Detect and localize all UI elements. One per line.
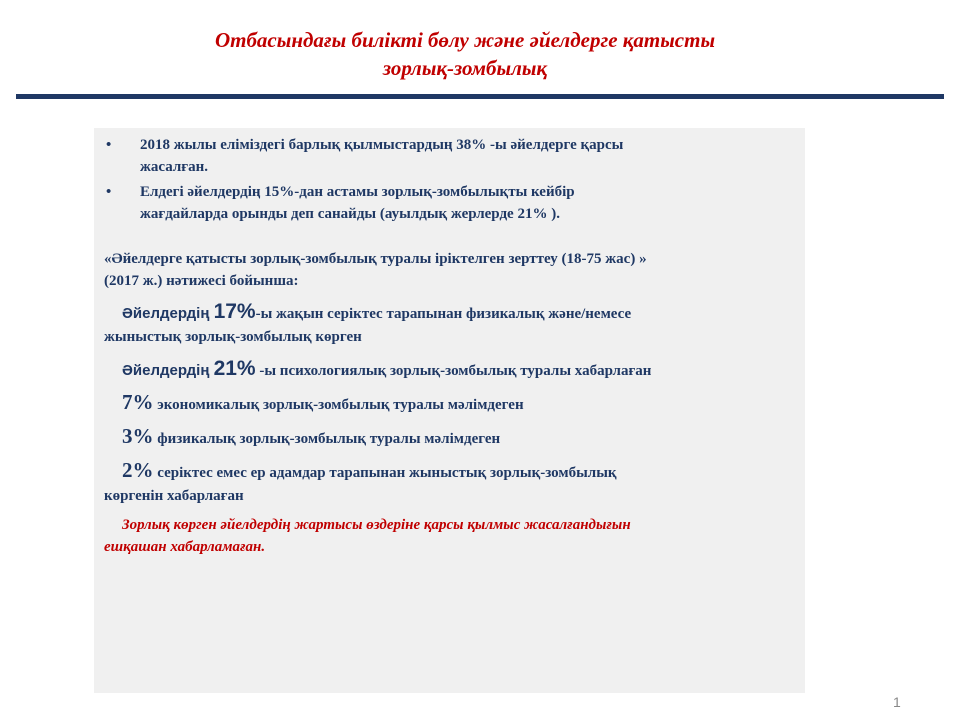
- bullet-text-line1: Елдегі әйелдердің 15%-дан астамы зорлық-зомбылықты кейбір: [140, 184, 575, 200]
- survey-heading: [104, 248, 794, 292]
- stat-item: [104, 391, 794, 417]
- bullet-text-line1: 2018 жылы еліміздегі барлық қылмыстардың 38% -ы әйелдерге қарсы: [140, 137, 624, 153]
- bullet-text-line2: жасалған.: [140, 159, 208, 175]
- bullet-text-line2: жағдайларда орынды деп санайды (ауылдық жерлерде 21% ).: [140, 206, 560, 222]
- stat-value: 21%: [213, 357, 256, 380]
- stat-prefix: Әйелдердің: [122, 305, 214, 322]
- slide-title-line1: Отбасындағы билікті бөлу және әйелдерге қатысты: [214, 28, 716, 52]
- note-text: [104, 514, 794, 558]
- slide-title: [60, 26, 870, 82]
- stat-text-line1: физикалық зорлық-зомбылық туралы мәлімдеген: [153, 431, 501, 447]
- note-line1: Зорлық көрген әйелдердің жартысы өздеріне қарсы қылмыс жасалғандығын: [122, 517, 631, 533]
- bullet-item: [104, 134, 794, 178]
- stat-value: 3%: [122, 424, 154, 448]
- stat-item: [104, 357, 794, 383]
- title-divider: [16, 94, 944, 99]
- stat-value: 17%: [213, 300, 256, 323]
- stat-text-line1: серіктес емес ер адамдар тарапынан жыныстық зорлық-зомбылық: [153, 465, 617, 481]
- stat-item: [104, 425, 794, 451]
- page-number: 1: [893, 694, 901, 710]
- content-body: [104, 134, 794, 558]
- stat-value: 2%: [122, 458, 154, 482]
- survey-line2: (2017 ж.) нәтижесі бойынша:: [104, 273, 299, 289]
- stat-item: [104, 300, 794, 349]
- bullet-icon: •: [106, 137, 112, 153]
- stat-text-line2: жыныстық зорлық-зомбылық көрген: [104, 329, 362, 345]
- bullet-icon: •: [106, 184, 112, 200]
- bullet-item: [104, 181, 794, 225]
- stat-text-line2: көргенін хабарлаған: [104, 488, 244, 504]
- stat-prefix: Әйелдердің: [122, 362, 214, 379]
- stat-text-line1: -ы психологиялық зорлық-зомбылық туралы хабарлаған: [255, 363, 652, 379]
- stat-value: 7%: [122, 390, 154, 414]
- stat-item: [104, 459, 794, 508]
- slide-title-line2: зорлық-зомбылық: [382, 56, 548, 80]
- survey-line1: «Әйелдерге қатысты зорлық-зомбылық туралы іріктелген зерттеу (18-75 жас) »: [104, 251, 647, 267]
- stat-text-line1: экономикалық зорлық-зомбылық туралы мәлімдеген: [153, 397, 524, 413]
- stat-text-line1: -ы жақын серіктес тарапынан физикалық және/немесе: [255, 306, 632, 322]
- note-line2: ешқашан хабарламаған.: [104, 539, 266, 555]
